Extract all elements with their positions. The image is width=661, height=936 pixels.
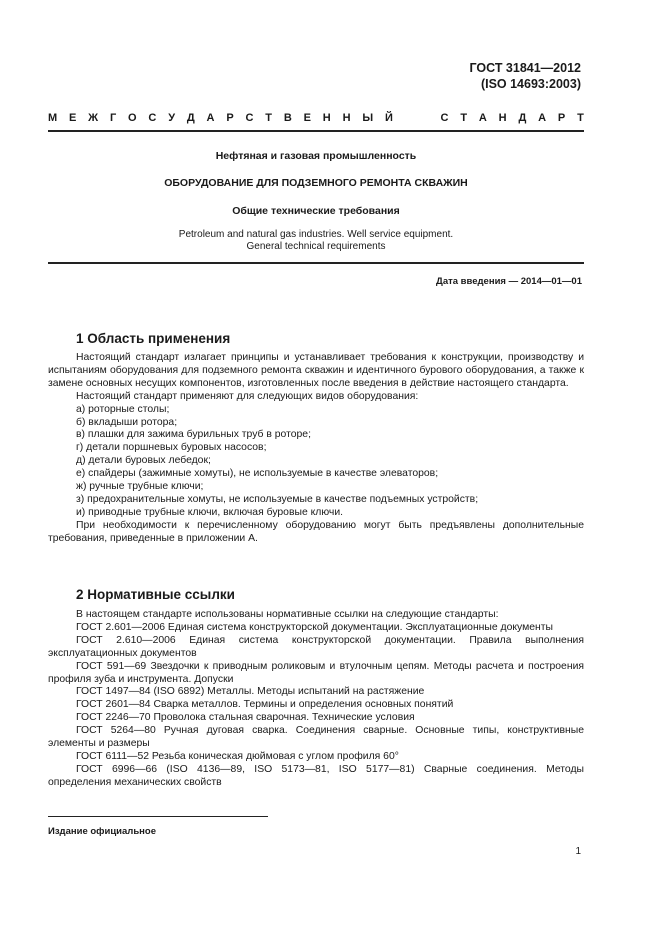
- top-rule: [48, 130, 584, 132]
- banner-letter: Ж: [88, 112, 99, 124]
- reference-item: ГОСТ 6111—52 Резьба коническая дюймовая с углом профиля 60°: [76, 750, 399, 762]
- banner-letter: Н: [498, 112, 507, 124]
- banner-letter: Е: [69, 112, 77, 124]
- page-number: 1: [575, 846, 581, 857]
- banner-letter: Й: [384, 112, 393, 124]
- section-1-paragraph: Настоящий стандарт применяют для следующих видов оборудования:: [76, 390, 419, 402]
- standard-banner: [48, 112, 584, 124]
- banner-letter: А: [538, 112, 547, 124]
- effective-date: Дата введения — 2014—01—01: [436, 276, 582, 287]
- banner-letter: Н: [322, 112, 331, 124]
- banner-letter: Р: [557, 112, 566, 124]
- banner-letter: Д: [186, 112, 195, 124]
- footer-rule: [48, 816, 268, 817]
- official-edition-label: Издание официальное: [48, 826, 156, 837]
- reference-item: ГОСТ 1497—84 (ISO 6892) Металлы. Методы испытаний на растяжение: [76, 686, 425, 698]
- subtitle: Общие технические требования: [232, 205, 400, 217]
- section-1-body: [48, 352, 584, 546]
- list-item: и) приводные трубные ключи, включая буровые ключи.: [76, 506, 344, 518]
- section-2-intro: В настоящем стандарте использованы нормативные ссылки на следующие стандарты:: [76, 609, 499, 620]
- title-rule: [48, 262, 584, 264]
- section-2-heading: 2 Нормативные ссылки: [76, 587, 235, 602]
- banner-letter: Ы: [362, 112, 374, 124]
- english-title-line1: Petroleum and natural gas industries. Well service equipment.: [178, 229, 454, 240]
- list-item: д) детали буровых лебедок;: [76, 455, 211, 467]
- banner-letter: А: [206, 112, 215, 124]
- list-item: е) спайдеры (зажимные хомуты), не используемые в качестве элеваторов;: [76, 468, 439, 480]
- section-1-paragraph: При необходимости к перечисленному оборудованию могут быть предъявлены дополнительные требования, приведенные в приложении А.: [48, 519, 584, 544]
- banner-letter: Р: [226, 112, 234, 124]
- main-title: ОБОРУДОВАНИЕ ДЛЯ ПОДЗЕМНОГО РЕМОНТА СКВАЖИН: [164, 177, 468, 189]
- reference-list: [48, 622, 584, 790]
- equipment-list: [48, 404, 584, 520]
- list-item: а) роторные столы;: [76, 403, 170, 415]
- list-item: з) предохранительные хомуты, не используемые в качестве подъемных устройств;: [76, 493, 479, 505]
- banner-letter: Е: [303, 112, 311, 124]
- reference-item: ГОСТ 6996—66 (ISO 4136—89, ISO 5173—81, ISO 5177—81) Сварные соединения. Методы определения механических свойств: [48, 763, 584, 788]
- banner-letter: Т: [460, 112, 468, 124]
- banner-letter: С: [245, 112, 254, 124]
- reference-item: ГОСТ 2246—70 Проволока стальная сварочная. Технические условия: [76, 712, 415, 724]
- reference-item: ГОСТ 2.610—2006 Единая система конструкторской документации. Правила выполнения эксплуатационных документов: [48, 634, 584, 659]
- banner-letter: Н: [342, 112, 351, 124]
- list-item: ж) ручные трубные ключи;: [76, 481, 204, 493]
- banner-gap: [405, 112, 429, 124]
- list-item: г) детали поршневых буровых насосов;: [76, 442, 267, 454]
- section-2-body: [48, 609, 584, 790]
- banner-letter: У: [168, 112, 176, 124]
- banner-letter: Т: [265, 112, 273, 124]
- banner-letter: Т: [577, 112, 584, 124]
- banner-letter: С: [148, 112, 157, 124]
- reference-item: ГОСТ 2.601—2006 Единая система конструкторской документации. Эксплуатационные документы: [76, 621, 554, 633]
- designation-number: ГОСТ 31841—2012: [469, 61, 581, 75]
- reference-item: ГОСТ 2601—84 Сварка металлов. Термины и определения основных понятий: [76, 699, 454, 711]
- section-1-paragraph: Настоящий стандарт излагает принципы и устанавливает требования к конструкции, производству и испытаниям оборудования для подземного ремонта скважин и идентичного бурового оборудования, а также к замене основных несущих компонентов, изготовленных после введения в действие настоящего стандарта.: [48, 352, 584, 389]
- english-title-line2: General technical requirements: [246, 241, 386, 252]
- banner-letter: В: [283, 112, 292, 124]
- banner-letter: О: [128, 112, 137, 124]
- banner-letter: М: [48, 112, 58, 124]
- section-1-heading: 1 Область применения: [76, 331, 231, 346]
- list-item: в) плашки для зажима бурильных труб в роторе;: [76, 429, 311, 441]
- reference-item: ГОСТ 591—69 Звездочки к приводным роликовым и втулочным цепям. Методы расчета и построения профиля зуба и инструмента. Допуски: [48, 660, 584, 685]
- standard-designation: [469, 60, 581, 92]
- english-title: [48, 229, 584, 253]
- banner-letter: А: [478, 112, 487, 124]
- banner-letter: С: [440, 112, 449, 124]
- designation-iso: (ISO 14693:2003): [480, 77, 581, 91]
- list-item: б) вкладыши ротора;: [76, 416, 178, 428]
- banner-letter: Д: [518, 112, 527, 124]
- reference-item: ГОСТ 5264—80 Ручная дуговая сварка. Соединения сварные. Основные типы, конструктивные элементы и размеры: [48, 725, 584, 750]
- banner-letter: Г: [109, 112, 117, 124]
- industry-title: Нефтяная и газовая промышленность: [215, 150, 417, 162]
